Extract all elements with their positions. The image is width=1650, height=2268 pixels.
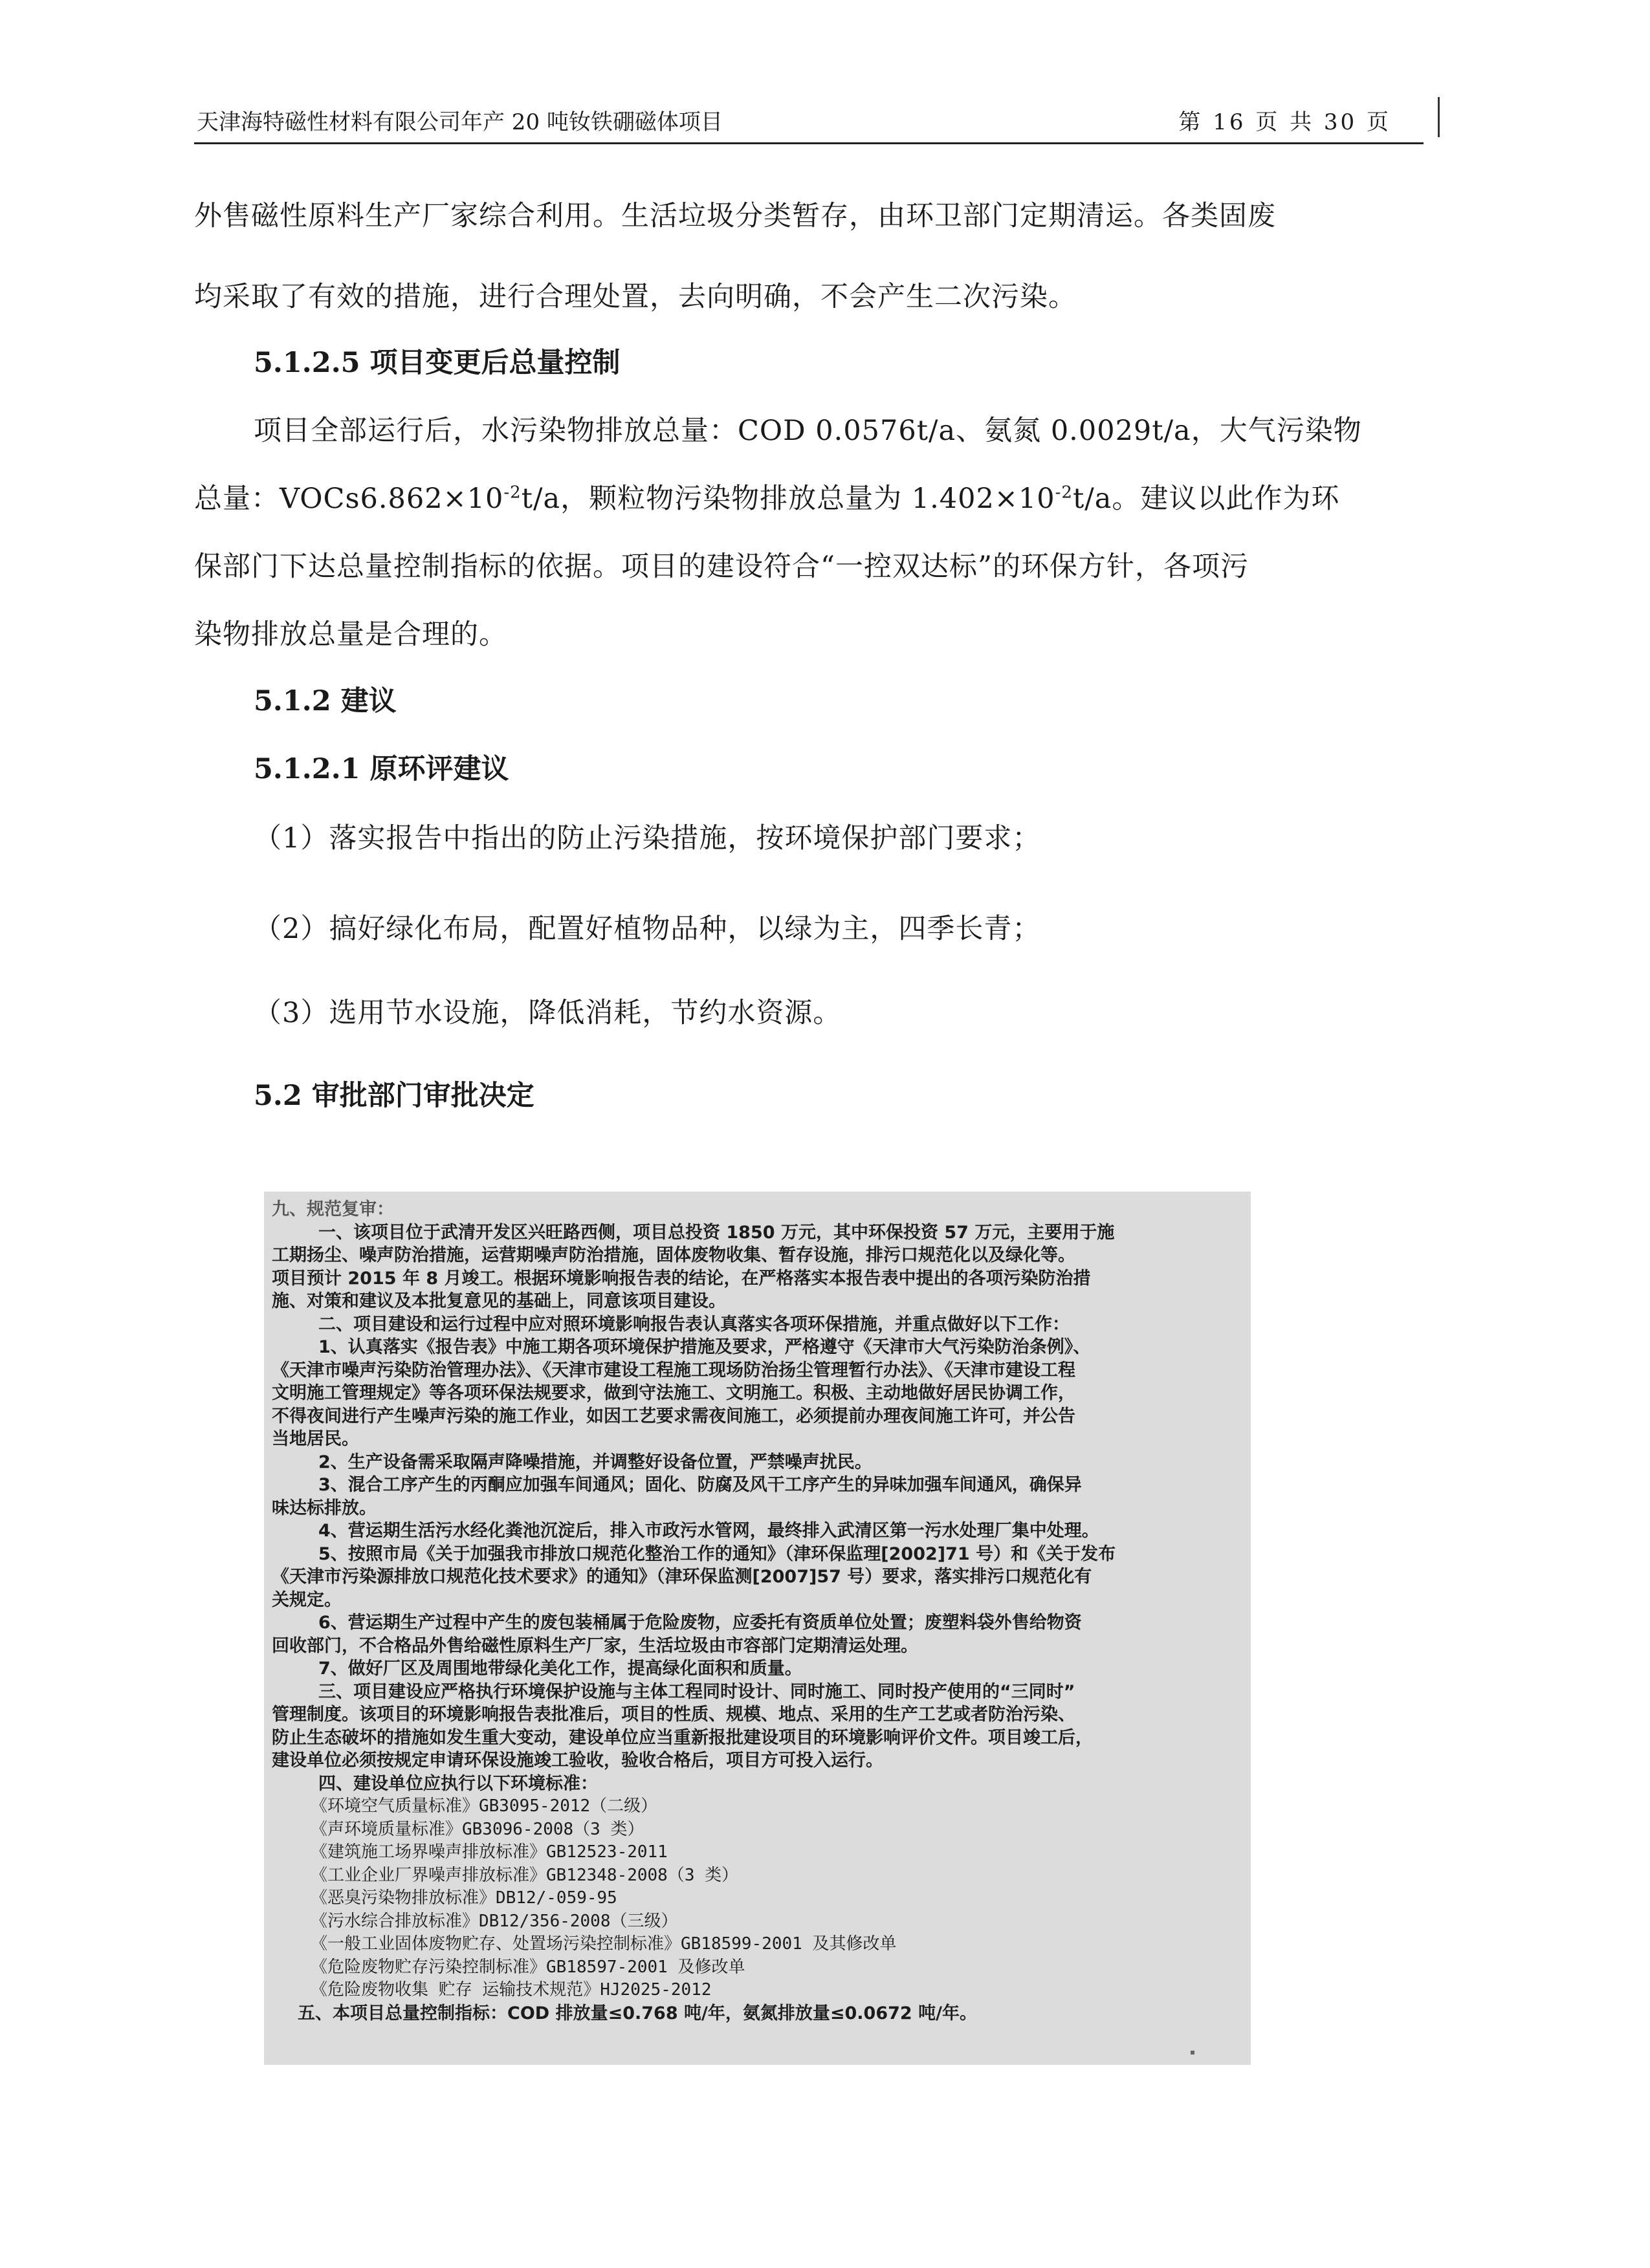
body-line: 总量：$VOCs6.862\times 10^{-2}t/a$，颗粒物污染物排放总量为 $1.402\times 10^{-2}t/a$。建议以此作为环 (194, 483, 1340, 515)
body-line: 外售磁性原料生产厂家综合利用。生活垃圾分类暂存，由环卫部门定期清运。各类固废 (194, 200, 1276, 232)
section-heading-512: 5.1.2 建议 (254, 685, 397, 717)
scan-line: 四、建设单位应执行以下环境标准： (318, 1773, 598, 1794)
scan-line: 1、认真落实《报告表》中施工期各项环境保护措施及要求，严格遵守《天津市大气污染防治条例》、 (318, 1337, 1091, 1357)
scan-line: 管理制度。该项目的环境影响报告表批准后，项目的性质、规模、地点、采用的生产工艺或者防治污染、 (272, 1705, 1075, 1725)
scan-line: 《恶臭污染物排放标准》DB12/-059-95 (311, 1888, 617, 1908)
scan-line: 3、混合工序产生的丙酮应加强车间通风；固化、防腐及风干工序产生的异味加强车间通风，确保异 (318, 1475, 1082, 1495)
body-line: 保部门下达总量控制指标的依据。项目的建设符合“一控双达标”的环保方针，各项污 (194, 551, 1249, 583)
page-number: 第 16 页 共 30 页 (1178, 109, 1391, 135)
body-line: 均采取了有效的措施，进行合理处置，去向明确，不会产生二次污染。 (194, 281, 1077, 313)
scan-line: 《一般工业固体废物贮存、处置场污染控制标准》GB18599-2001 及其修改单 (311, 1934, 897, 1954)
scan-line: 味达标排放。 (272, 1498, 377, 1518)
suggestion-item: （2）搞好绿化布局，配置好植物品种，以绿为主，四季长青； (254, 913, 1041, 945)
scan-speck (1191, 2051, 1194, 2055)
scan-line: 《声环境质量标准》GB3096-2008（3 类） (311, 1819, 644, 1839)
scan-line: 三、项目建设应严格执行环境保护设施与主体工程同时设计、同时施工、同时投产使用的“三同时” (318, 1681, 1075, 1702)
scan-line: 一、该项目位于武清开发区兴旺路西侧，项目总投资 1850 万元，其中环保投资 57 万元，主要用于施 (318, 1222, 1115, 1243)
section-heading-52: 5.2 审批部门审批决定 (254, 1080, 534, 1112)
scan-line: 《危险废物收集 贮存 运输技术规范》HJ2025-2012 (311, 1980, 712, 2000)
header-title: 天津海特磁性材料有限公司年产 20 吨钕铁硼磁体项目 (197, 109, 723, 135)
scan-line: 不得夜间进行产生噪声污染的施工作业，如因工艺要求需夜间施工，必须提前办理夜间施工许可，并公告 (272, 1406, 1075, 1426)
scan-line: 7、做好厂区及周围地带绿化美化工作，提高绿化面积和质量。 (318, 1659, 802, 1679)
scan-line: 《工业企业厂界噪声排放标准》GB12348-2008（3 类） (311, 1865, 739, 1885)
scan-line: 当地居民。 (272, 1429, 359, 1449)
approval-document-scan (264, 1192, 1251, 2065)
suggestion-item: （1）落实报告中指出的防止污染措施，按环境保护部门要求； (254, 822, 1041, 855)
scan-line: 6、营运期生产过程中产生的废包装桶属于危险废物，应委托有资质单位处置；废塑料袋外售给物资 (318, 1613, 1082, 1633)
scan-line: 《建筑施工场界噪声排放标准》GB12523-2011 (311, 1842, 668, 1862)
scan-line: 4、营运期生活污水经化粪池沉淀后，排入市政污水管网，最终排入武清区第一污水处理厂集中处理。 (318, 1521, 1099, 1541)
body-line: 染物排放总量是合理的。 (194, 618, 507, 651)
scan-line: 文明施工管理规定》等各项环保法规要求，做到守法施工、文明施工。积极、主动地做好居民协调工作， (272, 1383, 1075, 1403)
section-heading-5121: 5.1.2.1 原环评建议 (254, 753, 509, 785)
header-divider (1438, 97, 1440, 137)
scan-line: 五、本项目总量控制指标：COD 排放量≤0.768 吨/年，氨氮排放量≤0.0672 吨/年。 (298, 2003, 977, 2023)
scan-line: 施、对策和建议及本批复意见的基础上，同意该项目建设。 (272, 1291, 726, 1311)
page-header (194, 104, 1424, 144)
scan-line: 工期扬尘、噪声防治措施，运营期噪声防治措施，固体废物收集、暂存设施，排污口规范化以及绿化等。 (272, 1245, 1075, 1265)
scan-line: 《天津市污染源排放口规范化技术要求》的通知》（津环保监测[2007]57 号）要求，落实排污口规范化有 (272, 1567, 1092, 1587)
scan-line: 回收部门，不合格品外售给磁性原料生产厂家，生活垃圾由市容部门定期清运处理。 (272, 1635, 918, 1656)
scan-line: 建设单位必须按规定申请环保设施竣工验收，验收合格后，项目方可投入运行。 (272, 1750, 883, 1771)
scan-line: 二、项目建设和运行过程中应对照环境影响报告表认真落实各项环保措施，并重点做好以下工作： (318, 1314, 1070, 1335)
body-line: 项目全部运行后，水污染物排放总量：COD 0.0576t/a、氨氮 0.0029t/a，大气污染物 (254, 415, 1362, 447)
scan-line: 项目预计 2015 年 8 月竣工。根据环境影响报告表的结论，在严格落实本报告表中提出的各项污染防治措 (272, 1268, 1091, 1289)
scan-line: 《危险废物贮存污染控制标准》GB18597-2001 及修改单 (311, 1957, 745, 1977)
suggestion-item: （3）选用节水设施，降低消耗，节约水资源。 (254, 997, 842, 1029)
scan-line: 九、规范复审： (272, 1199, 394, 1219)
scan-line: 防止生态破坏的措施如发生重大变动，建设单位应当重新报批建设项目的环境影响评价文件。项目竣工后， (272, 1727, 1093, 1748)
scan-line: 《天津市噪声污染防治管理办法》、《天津市建设工程施工现场防治扬尘管理暂行办法》、《天津市建设工程 (272, 1360, 1075, 1380)
scan-line: 《环境空气质量标准》GB3095-2012（二级） (311, 1796, 658, 1816)
section-heading-5125: 5.1.2.5 项目变更后总量控制 (254, 347, 621, 379)
scan-line: 《污水综合排放标准》DB12/356-2008（三级） (311, 1911, 678, 1931)
scan-line: 5、按照市局《关于加强我市排放口规范化整治工作的通知》（津环保监理[2002]71 号）和《关于发布 (318, 1543, 1116, 1564)
scan-line: 2、生产设备需采取隔声降噪措施，并调整好设备位置，严禁噪声扰民。 (318, 1452, 872, 1472)
scan-line: 关规定。 (272, 1589, 342, 1610)
